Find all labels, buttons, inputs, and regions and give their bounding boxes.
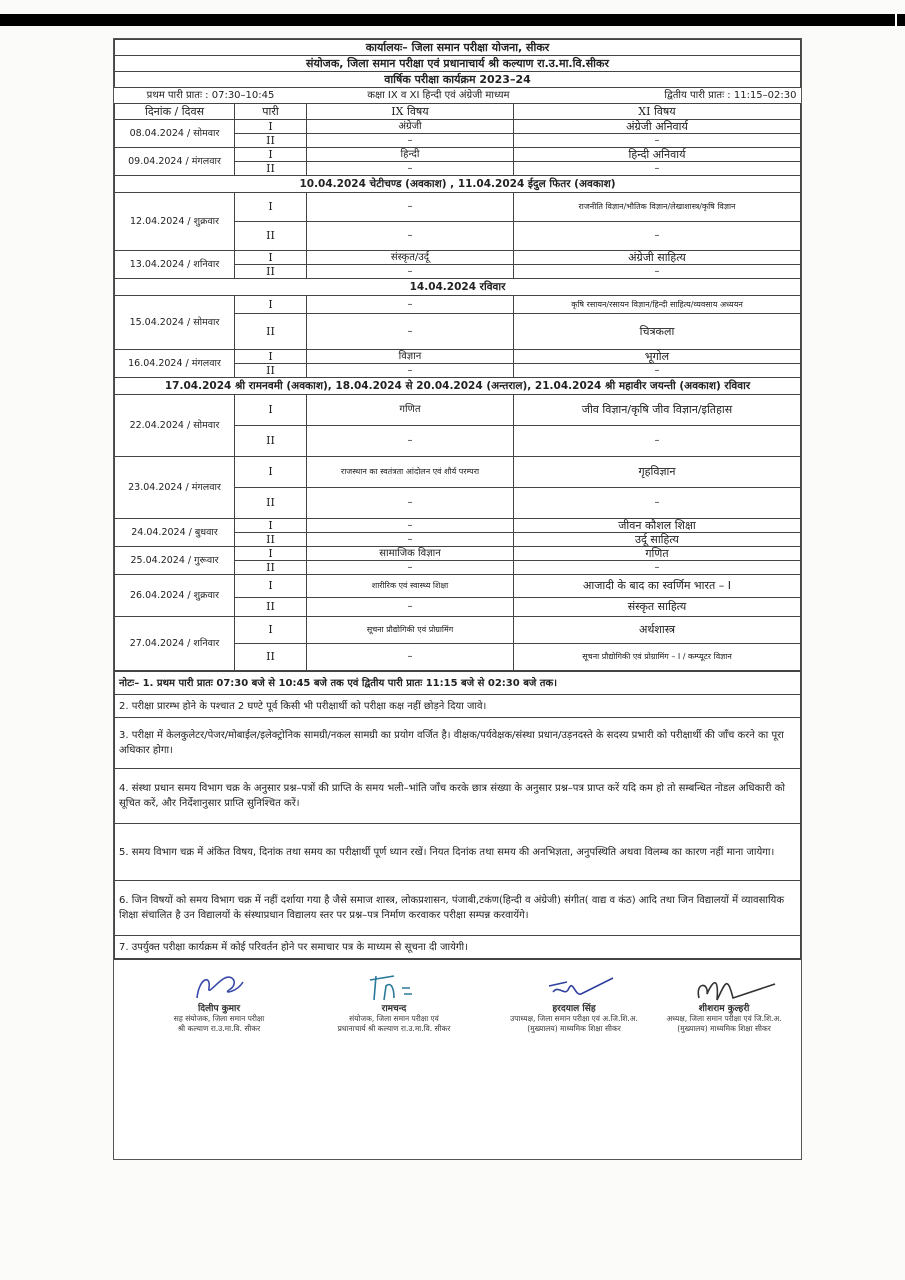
xi-subject: – <box>514 222 801 251</box>
exam-date: 22.04.2024 / सोमवार <box>115 395 235 457</box>
xi-subject: भूगोल <box>514 350 801 364</box>
signatory-office: (मुख्यालय) माध्यमिक शिक्षा सीकर <box>527 1024 621 1033</box>
signatory-1 <box>144 970 294 1034</box>
shift-number: II <box>235 222 307 251</box>
schedule-title: वार्षिक परीक्षा कार्यक्रम 2023–24 <box>115 72 801 88</box>
schedule-row <box>115 617 801 644</box>
schedule-body <box>115 120 801 671</box>
schedule-row <box>115 519 801 533</box>
shift-number: II <box>235 134 307 148</box>
ix-subject: – <box>307 533 514 547</box>
ix-subject: – <box>307 222 514 251</box>
col-header-xi: XI विषय <box>514 104 801 120</box>
exam-date: 15.04.2024 / सोमवार <box>115 296 235 350</box>
ix-subject: विज्ञान <box>307 350 514 364</box>
holiday-row <box>115 176 801 193</box>
ix-subject: हिन्दी <box>307 148 514 162</box>
signatory-office: (मुख्यालय) माध्यमिक शिक्षा सीकर <box>677 1024 771 1033</box>
ix-subject: – <box>307 598 514 617</box>
holiday-text: 17.04.2024 श्री रामनवमी (अवकाश), 18.04.2024 से 20.04.2024 (अन्तराल), 21.04.2024 श्री महावीर जयन्ती (अवकाश) रविवार <box>115 378 801 395</box>
ix-subject: – <box>307 364 514 378</box>
ix-subject: – <box>307 296 514 314</box>
schedule-row <box>115 457 801 488</box>
shift-number: II <box>235 162 307 176</box>
holiday-row <box>115 279 801 296</box>
first-shift-time: प्रथम पारी प्रातः : 07:30–10:45 <box>115 88 307 104</box>
signatory-title: उपाध्यक्ष, जिला समान परीक्षा एवं अ.जि.शि.अ. <box>510 1014 638 1023</box>
ix-subject: सूचना प्रौद्योगिकी एवं प्रोग्रामिंग <box>307 617 514 644</box>
xi-subject: अंग्रेजी अनिवार्य <box>514 120 801 134</box>
signatory-office: श्री कल्याण रा.उ.मा.वि. सीकर <box>177 1024 261 1033</box>
xi-subject: – <box>514 488 801 519</box>
exam-date: 13.04.2024 / शनिवार <box>115 251 235 279</box>
xi-subject: – <box>514 561 801 575</box>
ix-subject: – <box>307 314 514 350</box>
schedule-row <box>115 547 801 561</box>
schedule-row <box>115 120 801 134</box>
xi-subject: गृहविज्ञान <box>514 457 801 488</box>
exam-date: 08.04.2024 / सोमवार <box>115 120 235 148</box>
schedule-row <box>115 148 801 162</box>
schedule-row <box>115 395 801 426</box>
exam-date: 09.04.2024 / मंगलवार <box>115 148 235 176</box>
ix-subject: – <box>307 561 514 575</box>
shift-number: I <box>235 350 307 364</box>
signatory-name: शीशराम कुल्हरी <box>698 1004 750 1014</box>
ix-subject: – <box>307 134 514 148</box>
xi-subject: संस्कृत साहित्य <box>514 598 801 617</box>
signature-block <box>114 959 801 1060</box>
signatory-name: दिलीप कुमार <box>197 1004 241 1014</box>
ix-subject: – <box>307 488 514 519</box>
ix-subject: सामाजिक विज्ञान <box>307 547 514 561</box>
shift-number: I <box>235 519 307 533</box>
shift-number: I <box>235 296 307 314</box>
shift-number: II <box>235 561 307 575</box>
holiday-row <box>115 378 801 395</box>
shift-number: I <box>235 575 307 598</box>
scan-border-gap <box>895 14 897 26</box>
xi-subject: आजादी के बाद का स्वर्णिम भारत – I <box>514 575 801 598</box>
ix-subject: – <box>307 644 514 671</box>
shift-number: I <box>235 457 307 488</box>
schedule-row <box>115 575 801 598</box>
xi-subject: सूचना प्रौद्योगिकी एवं प्रोग्रामिंग – I / कम्प्यूटर विज्ञान <box>514 644 801 671</box>
shift-number: I <box>235 120 307 134</box>
scan-top-border <box>0 14 905 26</box>
exam-schedule-sheet <box>113 38 802 1160</box>
schedule-row <box>115 251 801 265</box>
signature-mark-icon <box>364 970 424 1004</box>
signatory-title: अध्यक्ष, जिला समान परीक्षा एवं जि.शि.अ. <box>666 1014 782 1023</box>
class-info: कक्षा IX व XI हिन्दी एवं अंग्रेजी माध्यम <box>307 88 514 104</box>
signatory-name: रामचन्द <box>381 1004 407 1014</box>
xi-subject: – <box>514 364 801 378</box>
shift-number: II <box>235 644 307 671</box>
xi-subject: – <box>514 134 801 148</box>
schedule-row <box>115 296 801 314</box>
ix-subject: – <box>307 426 514 457</box>
holiday-text: 10.04.2024 चेटीचण्ड (अवकाश) , 11.04.2024 ईदुल फितर (अवकाश) <box>115 176 801 193</box>
shift-number: II <box>235 265 307 279</box>
shift-number: I <box>235 148 307 162</box>
note-4: 4. संस्था प्रधान समय विभाग चक्र के अनुसार प्रश्न–पत्रों की प्राप्ति के समय भली–भांति जाँच करके छात्र संख्या के अनुसार प्रश्न–पत्र प्राप्त करें यदि कम हो तो सम्बन्धित नोडल अधिकारी को सूचित करें, और निर्देशानुसार प्राप्ति सुनिश्चित करें। <box>115 769 801 824</box>
shift-number: I <box>235 193 307 222</box>
shift-number: I <box>235 617 307 644</box>
header-table <box>114 39 801 671</box>
signature-mark-icon <box>189 970 249 1004</box>
xi-subject: उर्दू साहित्य <box>514 533 801 547</box>
exam-date: 16.04.2024 / मंगलवार <box>115 350 235 378</box>
shift-number: II <box>235 598 307 617</box>
shift-number: I <box>235 547 307 561</box>
signatory-2 <box>309 970 479 1034</box>
exam-date: 24.04.2024 / बुधवार <box>115 519 235 547</box>
shift-number: II <box>235 533 307 547</box>
ix-subject: संस्कृत/उर्दू <box>307 251 514 265</box>
shift-number: I <box>235 251 307 265</box>
signatory-title: संयोजक, जिला समान परीक्षा एवं <box>349 1014 439 1023</box>
signature-mark-icon <box>529 970 619 1004</box>
signatory-title: सह संयोजक, जिला समान परीक्षा <box>173 1014 265 1023</box>
xi-subject: – <box>514 162 801 176</box>
office-title: कार्यालयः– जिला समान परीक्षा योजना, सीकर <box>115 40 801 56</box>
xi-subject: चित्रकला <box>514 314 801 350</box>
note-7: 7. उपर्युक्त परीक्षा कार्यक्रम में कोई परिवर्तन होने पर समाचार पत्र के माध्यम से सूचना दी जायेगी। <box>115 936 801 959</box>
xi-subject: जीवन कौशल शिक्षा <box>514 519 801 533</box>
col-header-shift: पारी <box>235 104 307 120</box>
note-6: 6. जिन विषयों को समय विभाग चक्र में नहीं दर्शाया गया है जैसे समाज शास्त्र, लोकप्रशासन, पंजाबी,टकंण(हिन्दी व अंग्रेजी) संगीत( वाद्य व कंठ) आदि तथा जिन विद्यालयों में व्यावसायिक शिक्षा संचालित है उन विद्यालयों के संस्थाप्रधान विद्यालय स्तर पर प्रश्न–पत्र निर्माण करवाकर परीक्षा सम्पन्न करवायेंगे। <box>115 881 801 936</box>
col-header-ix: IX विषय <box>307 104 514 120</box>
ix-subject: – <box>307 162 514 176</box>
ix-subject: – <box>307 193 514 222</box>
signatory-name: हरदयाल सिंह <box>552 1004 596 1014</box>
holiday-text: 14.04.2024 रविवार <box>115 279 801 296</box>
col-header-date: दिनांक / दिवस <box>115 104 235 120</box>
shift-number: II <box>235 314 307 350</box>
xi-subject: – <box>514 265 801 279</box>
signature-mark-icon <box>669 970 779 1004</box>
xi-subject: राजनीति विज्ञान/भौतिक विज्ञान/लेखाशास्त्र/कृषि विज्ञान <box>514 193 801 222</box>
xi-subject: कृषि रसायन/रसायन विज्ञान/हिन्दी साहित्य/व्यवसाय अध्ययन <box>514 296 801 314</box>
exam-date: 23.04.2024 / मंगलवार <box>115 457 235 519</box>
ix-subject: गणित <box>307 395 514 426</box>
note-1: नोटः– 1. प्रथम पारी प्रातः 07:30 बजे से 10:45 बजे तक एवं द्वितीय पारी प्रातः 11:15 बजे से 02:30 बजे तक। <box>115 672 801 695</box>
note-3: 3. परीक्षा में केलकुलेटर/पेजर/मोबाईल/इलेक्ट्रोनिक सामग्री/नकल सामग्री का प्रयोग वर्जित है। वीक्षक/पर्यवेक्षक/संस्था प्रधान/उड़नदस्ते के सदस्य प्रभारी को परीक्षार्थी की जाँच करने का पूरा अधिकार होगा। <box>115 718 801 769</box>
second-shift-time: द्वितीय पारी प्रातः : 11:15–02:30 <box>514 88 801 104</box>
xi-subject: अर्थशास्त्र <box>514 617 801 644</box>
ix-subject: राजस्थान का स्वतंत्रता आंदोलन एवं शौर्य परम्परा <box>307 457 514 488</box>
exam-date: 27.04.2024 / शनिवार <box>115 617 235 671</box>
signatory-3 <box>499 970 649 1034</box>
exam-date: 26.04.2024 / शुक्रवार <box>115 575 235 617</box>
schedule-row <box>115 350 801 364</box>
note-2: 2. परीक्षा प्रारम्भ होने के पश्चात 2 घण्टे पूर्व किसी भी परीक्षार्थी को परीक्षा कक्ष नहीं छोड़ने दिया जावे। <box>115 695 801 718</box>
note-5: 5. समय विभाग चक्र में अंकित विषय, दिनांक तथा समय का परीक्षार्थी पूर्ण ध्यान रखें। नियत दिनांक तथा समय की अनभिज्ञता, अनुपस्थिति अथवा विलम्ब का कारण नहीं माना जायेगा। <box>115 824 801 881</box>
ix-subject: अंग्रेजी <box>307 120 514 134</box>
notes-table <box>114 671 801 959</box>
exam-date: 12.04.2024 / शुक्रवार <box>115 193 235 251</box>
ix-subject: शारीरिक एवं स्वास्थ्य शिक्षा <box>307 575 514 598</box>
exam-date: 25.04.2024 / गुरूवार <box>115 547 235 575</box>
shift-number: II <box>235 364 307 378</box>
ix-subject: – <box>307 519 514 533</box>
shift-number: I <box>235 395 307 426</box>
xi-subject: – <box>514 426 801 457</box>
shift-number: II <box>235 426 307 457</box>
shift-number: II <box>235 488 307 519</box>
convener-title: संयोजक, जिला समान परीक्षा एवं प्रधानाचार्य श्री कल्याण रा.उ.मा.वि.सीकर <box>115 56 801 72</box>
signatory-office: प्रधानाचार्य श्री कल्याण रा.उ.मा.वि. सीकर <box>337 1024 451 1033</box>
xi-subject: जीव विज्ञान/कृषि जीव विज्ञान/इतिहास <box>514 395 801 426</box>
ix-subject: – <box>307 265 514 279</box>
signatory-4 <box>649 970 799 1034</box>
schedule-row <box>115 193 801 222</box>
xi-subject: गणित <box>514 547 801 561</box>
xi-subject: अंग्रेजी साहित्य <box>514 251 801 265</box>
xi-subject: हिन्दी अनिवार्य <box>514 148 801 162</box>
